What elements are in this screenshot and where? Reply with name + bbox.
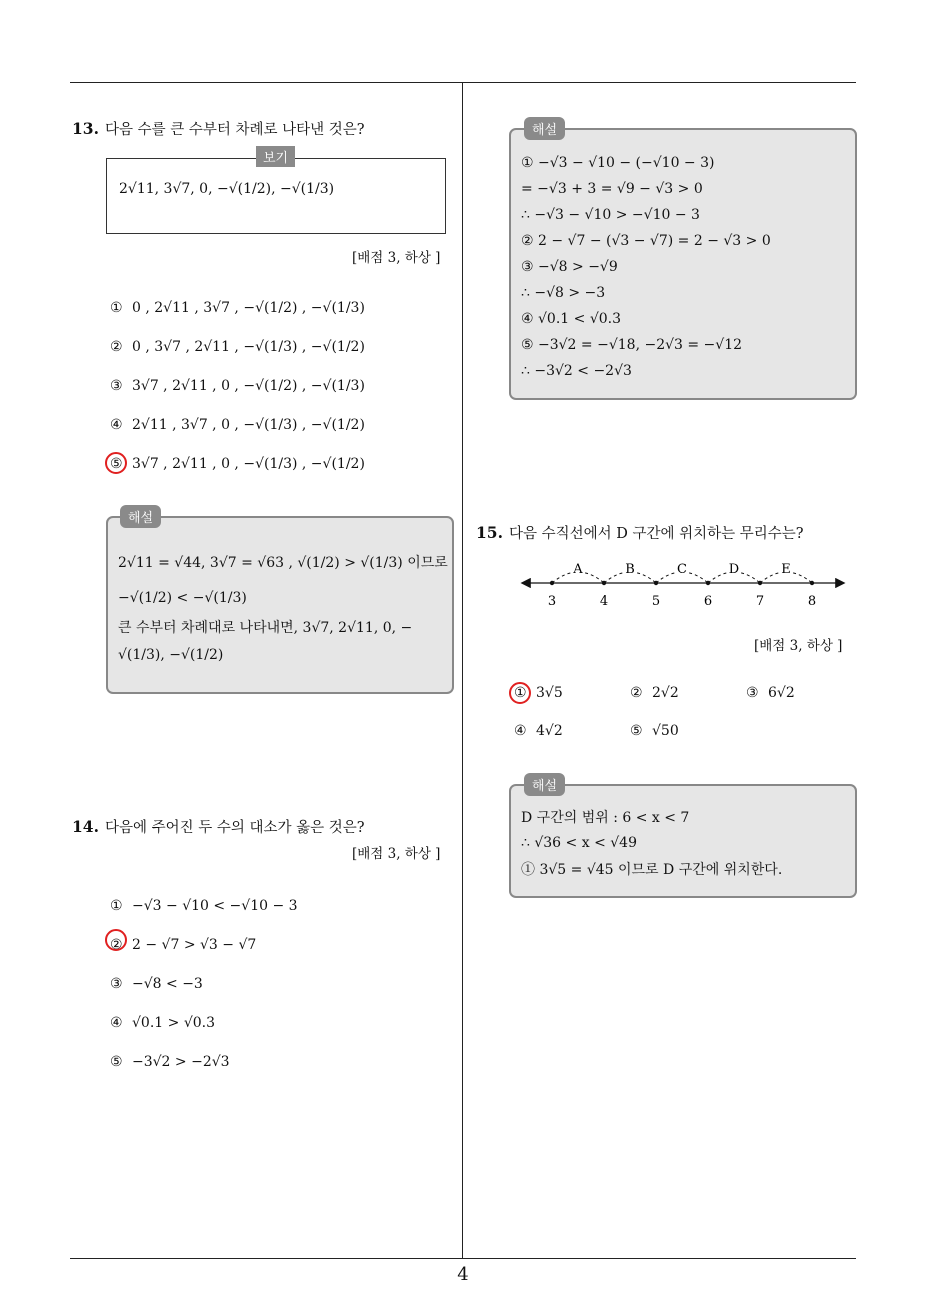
q13-option-4[interactable] [110,405,450,444]
q15-question: 다음 수직선에서 D 구간에 위치하는 무리수는? [508,526,804,542]
q14-solution-box [509,128,857,400]
q13-solution-box [106,516,454,694]
q13-answer-mark [105,452,127,474]
q15-heading [476,522,804,543]
q14-option-2[interactable] [110,925,450,964]
q13-options [110,288,450,483]
q15-option-5-num: ⑤ [630,723,643,739]
q14-solution-line-8: ⑤ −3√2 = −√18, −2√3 = −√12 [521,337,743,353]
q15-score: [배점 3, 하상 ] [754,638,843,654]
q15-number-line [515,555,855,615]
q13-option-3[interactable] [110,366,450,405]
q13-bogi-text: 2√11, 3√7, 0, −√(1/2), −√(1/3) [119,181,335,197]
q14-solution-line-2: = −√3 + 3 = √9 − √3 > 0 [521,181,703,197]
q15-option-1-text: 3√5 [536,685,563,701]
q13-bogi-content [119,181,334,197]
number-line-tick-label: 6 [703,594,713,609]
q15-answer-mark [509,682,531,704]
top-rule [70,82,856,83]
q14-option-4-num: ④ [110,1014,123,1031]
page-number: 4 [457,1264,469,1285]
q14-solution-line-7: ④ √0.1 < √0.3 [521,311,622,327]
q13-option-3-text: 3√7 , 2√11 , 0 , −√(1/2) , −√(1/3) [132,377,365,394]
q14-option-1-num: ① [110,897,123,914]
q13-option-5[interactable] [110,444,450,483]
q13-number: 13. [72,119,99,138]
q13-option-1-text: 0 , 2√11 , 3√7 , −√(1/2) , −√(1/3) [132,299,365,316]
number-line-interval-label: B [625,562,635,577]
q15-option-3-text: 6√2 [768,685,795,701]
q15-option-1-num: ① [514,685,527,701]
q15-solution-lines [521,804,782,882]
number-line-interval-label: E [781,562,791,577]
q14-option-5-text: −3√2 > −2√3 [132,1053,230,1070]
q14-option-4[interactable] [110,1003,450,1042]
number-line-tick-label: 5 [651,594,661,609]
q14-option-3[interactable] [110,964,450,1003]
q14-option-5[interactable] [110,1042,450,1081]
q13-question: 다음 수를 큰 수부터 차례로 나타낸 것은? [104,122,365,138]
q13-bogi-box [106,158,446,234]
q13-option-1[interactable] [110,288,450,327]
number-line-tick-label: 7 [755,594,765,609]
q14-solution-line-3: ∴ −√3 − √10 > −√10 − 3 [521,207,700,223]
q13-option-2-text: 0 , 3√7 , 2√11 , −√(1/3) , −√(1/2) [132,338,365,355]
number-line-tick-label: 3 [547,594,557,609]
number-line-tick-label: 4 [599,594,609,609]
q14-option-1-text: −√3 − √10 < −√10 − 3 [132,897,298,914]
q14-solution-label: 해설 [524,117,565,140]
q15-option-3[interactable] [746,676,795,710]
q14-option-3-num: ③ [110,975,123,992]
q15-option-3-num: ③ [746,685,759,701]
q14-option-4-text: √0.1 > √0.3 [132,1014,216,1031]
q14-solution-line-1: ① −√3 − √10 − (−√10 − 3) [521,155,715,171]
q15-options [514,676,854,756]
q14-solution-line-9: ∴ −3√2 < −2√3 [521,363,632,379]
q14-option-2-text: 2 − √7 > √3 − √7 [132,936,257,953]
q13-solution-line-1: 2√11 = √44, 3√7 = √63 , √(1/2) > √(1/3) 이므로 [118,555,448,571]
q13-option-4-num: ④ [110,416,123,433]
q14-solution-line-5: ③ −√8 > −√9 [521,259,618,275]
q14-options [110,886,450,1081]
q15-option-2-num: ② [630,685,643,701]
q13-option-5-num: ⑤ [110,455,123,472]
q14-option-3-text: −√8 < −3 [132,975,203,992]
q14-option-5-num: ⑤ [110,1053,123,1070]
q15-option-2[interactable] [630,676,679,710]
q14-solution-lines [521,150,771,384]
q14-solution-line-4: ② 2 − √7 − (√3 − √7) = 2 − √3 > 0 [521,233,771,249]
q14-solution-line-6: ∴ −√8 > −3 [521,285,606,301]
q13-option-3-num: ③ [110,377,123,394]
q14-question: 다음에 주어진 두 수의 대소가 옳은 것은? [104,820,365,836]
q13-option-1-num: ① [110,299,123,316]
number-line-tick-label: 8 [807,594,817,609]
q15-solution-label: 해설 [524,773,565,796]
q13-solution-line-4: √(1/3), −√(1/2) [118,647,224,663]
q15-option-4-num: ④ [514,723,527,739]
q13-option-2-num: ② [110,338,123,355]
q14-answer-mark [105,929,127,951]
q13-option-4-text: 2√11 , 3√7 , 0 , −√(1/3) , −√(1/2) [132,416,365,433]
q13-solution-lines [118,544,448,672]
number-line-interval-label: D [728,562,740,577]
q13-option-2[interactable] [110,327,450,366]
q15-option-5[interactable] [630,714,679,748]
q15-option-2-text: 2√2 [652,685,679,701]
q15-option-4[interactable] [514,714,563,748]
q14-heading [72,816,365,837]
bottom-rule [70,1258,856,1259]
q13-bogi-label: 보기 [256,146,295,167]
q15-number: 15. [476,523,503,542]
q14-option-1[interactable] [110,886,450,925]
column-divider [462,82,463,1258]
q15-solution-line-2: ∴ √36 < x < √49 [521,835,637,851]
q14-score: [배점 3, 하상 ] [352,846,441,862]
q13-heading [72,118,365,139]
q15-solution-line-1: D 구간의 범위 : 6 < x < 7 [521,810,690,826]
number-line-interval-label: C [677,562,687,577]
q15-option-5-text: √50 [652,723,679,739]
q13-solution-line-2: −√(1/2) < −√(1/3) [118,590,247,606]
q13-solution-label: 해설 [120,505,161,528]
q13-score: [배점 3, 하상 ] [352,250,441,266]
q15-solution-box [509,784,857,898]
q15-solution-line-3: ① 3√5 = √45 이므로 D 구간에 위치한다. [521,862,783,878]
q14-option-2-num: ② [110,936,123,953]
number-line-interval-label: A [573,562,583,577]
q13-solution-line-3: 큰 수부터 차례대로 나타내면, 3√7, 2√11, 0, − [118,620,413,636]
q14-number: 14. [72,817,99,836]
q15-option-4-text: 4√2 [536,723,563,739]
q13-option-5-text: 3√7 , 2√11 , 0 , −√(1/3) , −√(1/2) [132,455,365,472]
